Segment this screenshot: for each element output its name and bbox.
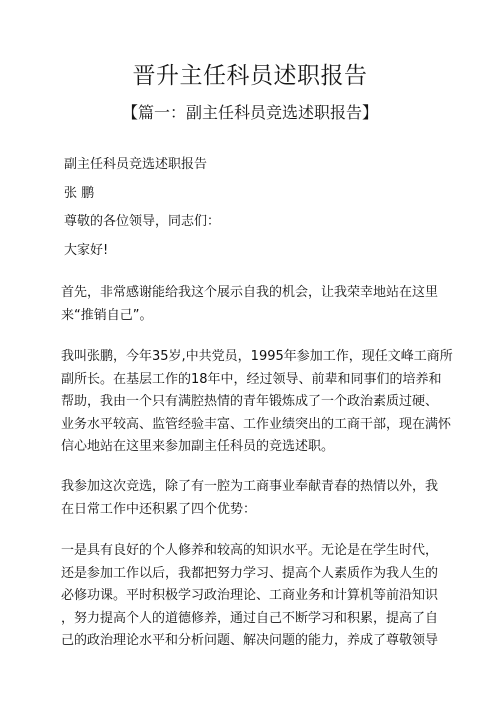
paragraph-line: 业务水平较高、监管经验丰富、工作业绩突出的工商干部，现在满怀 [61,416,452,432]
greeting-line: 大家好! [64,243,109,258]
paragraph-line: 信心地站在这里来参加副主任科员的竞选述职。 [61,439,335,454]
author-name-line: 张 鹏 [64,186,95,201]
paragraph-line: 来“推销自己”。 [61,307,153,323]
paragraph-line: 己的政治理论水平和分析问题、解决问题的能力，养成了尊敬领导 [61,633,439,648]
paragraph-intro [61,282,441,327]
paragraph-advantage-one [61,540,441,653]
salutation-line: 尊敬的各位领导，同志们： [64,214,221,229]
paragraph-line: 副所长。在基层工作的18年中，经过领导、前辈和同事们的培养和 [61,371,442,387]
paragraph-line: ，努力提高个人的道德修养，通过自己不断学习和积累，提高了自 [61,610,439,626]
paragraph-line: 必修功课。平时积极学习政治理论、工商业务和计算机等前沿知识 [61,588,439,603]
paragraph-line: 我叫张鹏，今年35岁,中共党员，1995年参加工作，现任文峰工商所 [61,349,453,364]
report-name-line: 副主任科员竞选述职报告 [64,157,208,172]
paragraph-line: 帮助，我由一个只有满腔热情的青年锻炼成了一个政治素质过硬、 [61,394,439,409]
document-title: 晋升主任科员述职报告 [132,63,368,89]
paragraph-line: 首先，非常感谢能给我这个展示自我的机会，让我荣幸地站在这里 [61,285,439,300]
paragraph-line: 一是具有良好的个人修养和较高的知识水平。无论是在学生时代， [61,543,439,558]
paragraph-self-introduction [61,346,453,459]
paragraph-line: 在日常工作中还积累了四个优势： [61,501,257,517]
paragraph-line: 还是参加工作以后，我都把努力学习、提高个人素质作为我人生的 [61,565,439,581]
paragraph-line: 我参加这次竞选，除了有一腔为工商事业奉献青春的热情以外，我 [61,479,439,494]
paragraph-motivation [61,476,441,521]
document-subtitle: 【篇一：副主任科员竞选述职报告】 [121,103,378,122]
